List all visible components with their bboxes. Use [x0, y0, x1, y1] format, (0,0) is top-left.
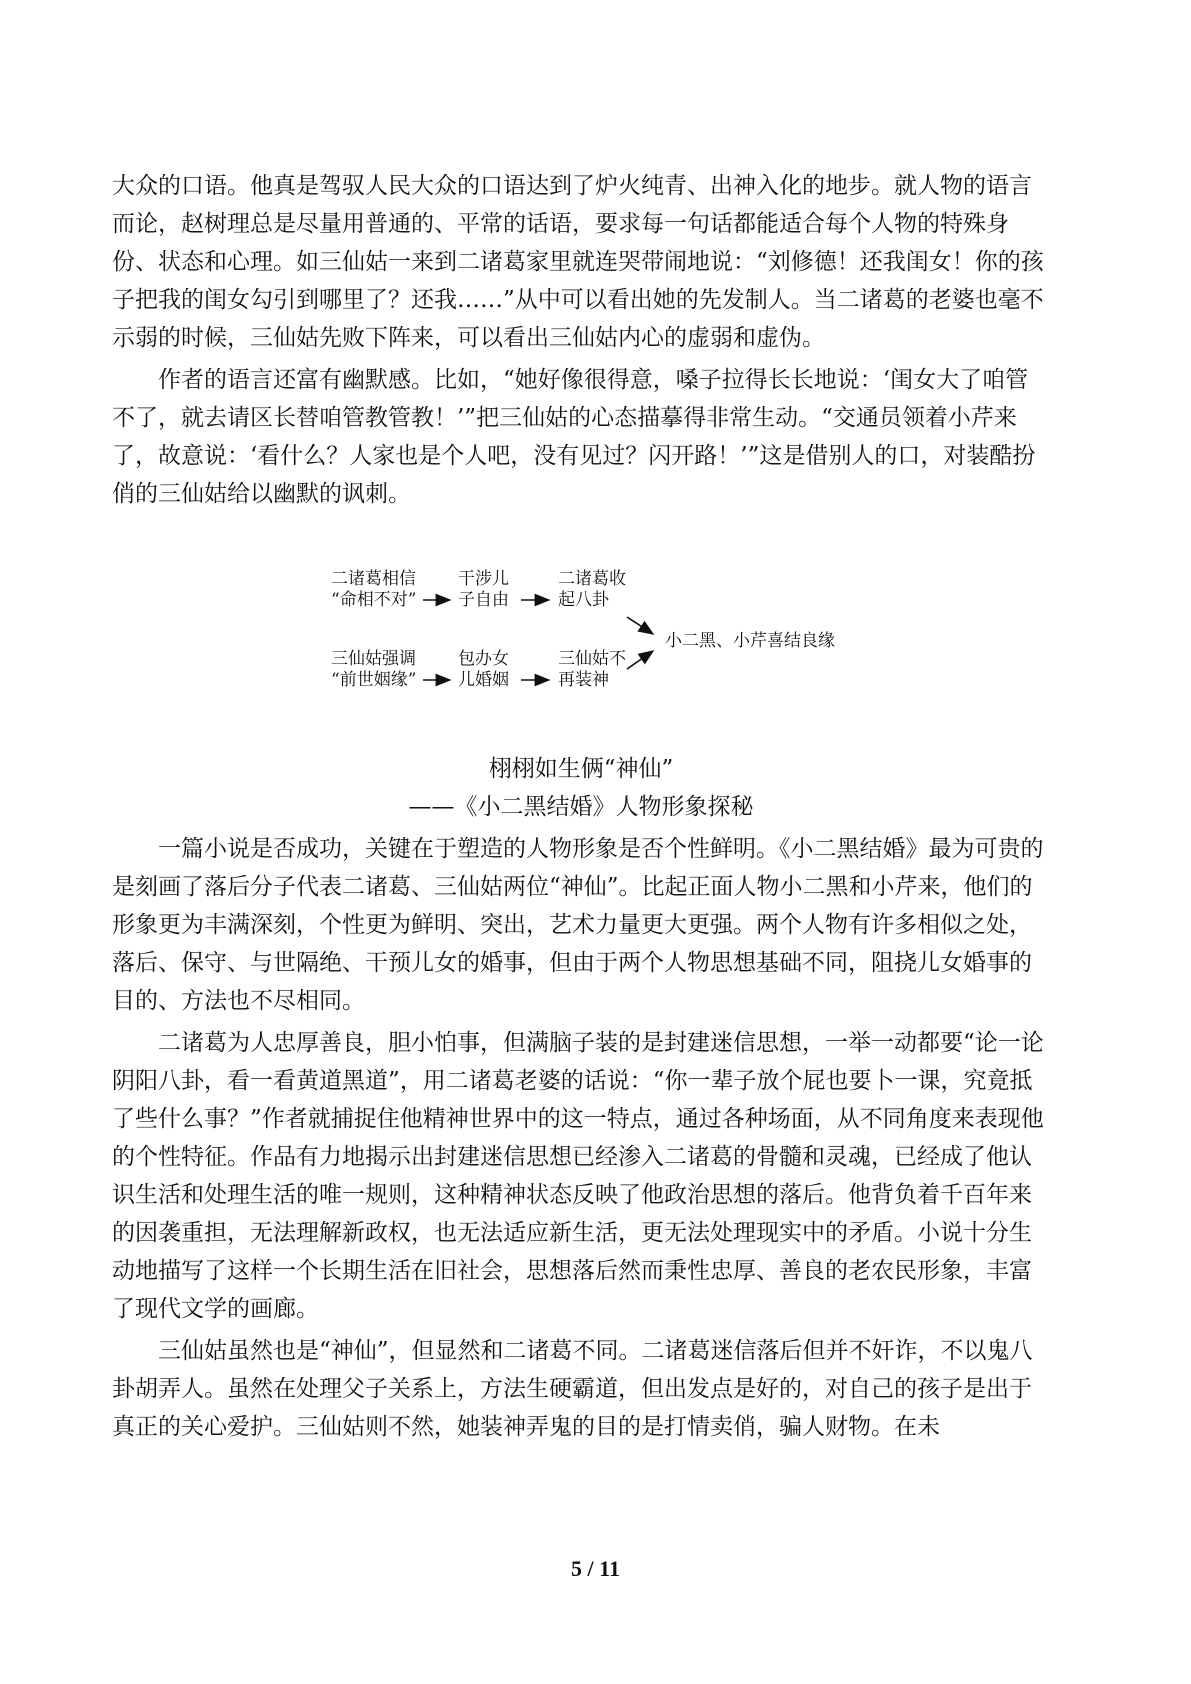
body-text-top — [112, 167, 1050, 513]
arrow — [627, 651, 653, 669]
diagram-node: 三仙姑不 再装神 — [558, 649, 626, 690]
diagram-node: 包办女 儿婚姻 — [458, 649, 509, 690]
diagram-result: 小二黑、小芹喜结良缘 — [665, 631, 835, 651]
paragraph: 三仙姑虽然也是“神仙”，但显然和二诸葛不同。二诸葛迷信落后但并不奸诈，不以鬼八卦胡弄人。虽然在处理父子关系上，方法生硬霸道，但出发点是好的，对自己的孩子是出于真正的关心爱护。三仙姑则不然，她装神弄鬼的目的是打情卖俏，骗人财物。在未 — [112, 1338, 1033, 1440]
paragraph: 作者的语言还富有幽默感。比如，“她好像很得意，嗓子拉得长长地说：‘闺女大了咱管不了，就去请区长替咱管教管教！’”把三仙姑的心态描摹得非常生动。“交通员领着小芹来了，故意说：‘看什么？人家也是个人吧，没有见过？闪开路！’”这是借别人的口，对装酷扮俏的三仙姑给以幽默的讽刺。 — [112, 367, 1036, 507]
article-subtitle: ——《小二黑结婚》人物形象探秘 — [408, 794, 754, 820]
paragraph: 大众的口语。他真是驾驭人民大众的口语达到了炉火纯青、出神入化的地步。就人物的语言而论，赵树理总是尽量用普通的、平常的话语，要求每一句话都能适合每个人物的特殊身份、状态和心理。如三仙姑一来到二诸葛家里就连哭带闹地说：“刘修德！还我闺女！你的孩子把我的闺女勾引到哪里了？还我……”从中可以看出她的先发制人。当二诸葛的老婆也毫不示弱的时候，三仙姑先败下阵来，可以看出三仙姑内心的虚弱和虚伪。 — [112, 173, 1044, 351]
diagram-node: 干涉儿 子自由 — [458, 569, 509, 610]
diagram-node: 三仙姑强调 “前世姻缘” — [331, 649, 417, 690]
paragraph: 二诸葛为人忠厚善良，胆小怕事，但满脑子装的是封建迷信思想，一举一动都要“论一论阴阳八卦，看一看黄道黑道”，用二诸葛老婆的话说：“你一辈子放个屁也要卜一课，究竟抵了些什么事？”作者就捕捉住他精神世界中的这一特点，通过各种场面，从不同角度来表现他的个性特征。作品有力地揭示出封建迷信思想已经渗入二诸葛的骨髓和灵魂，已经成了他认识生活和处理生活的唯一规则，这种精神状态反映了他政治思想的落后。他背负着千百年来的因袭重担，无法理解新政权，也无法适应新生活，更无法处理现实中的矛盾。小说十分生动地描写了这样一个长期生活在旧社会，思想落后然而秉性忠厚、善良的老农民形象，丰富了现代文学的画廊。 — [112, 1030, 1044, 1322]
body-text-bottom — [112, 830, 1050, 1446]
flow-diagram — [331, 569, 873, 713]
arrow — [627, 617, 653, 634]
diagram-node: 二诸葛相信 “命相不对” — [331, 569, 417, 610]
page-number: 5 / 11 — [571, 1556, 620, 1581]
paragraph: 一篇小说是否成功，关键在于塑造的人物形象是否个性鲜明。《小二黑结婚》最为可贵的是刻画了落后分子代表二诸葛、三仙姑两位“神仙”。比起正面人物小二黑和小芹来，他们的形象更为丰满深刻，个性更为鲜明、突出，艺术力量更大更强。两个人物有许多相似之处，落后、保守、与世隔绝、干预儿女的婚事，但由于两个人物思想基础不同，阻挠儿女婚事的目的、方法也不尽相同。 — [112, 836, 1044, 1014]
diagram-node: 二诸葛收 起八卦 — [558, 569, 626, 610]
article-title: 栩栩如生俩“神仙” — [488, 756, 674, 782]
